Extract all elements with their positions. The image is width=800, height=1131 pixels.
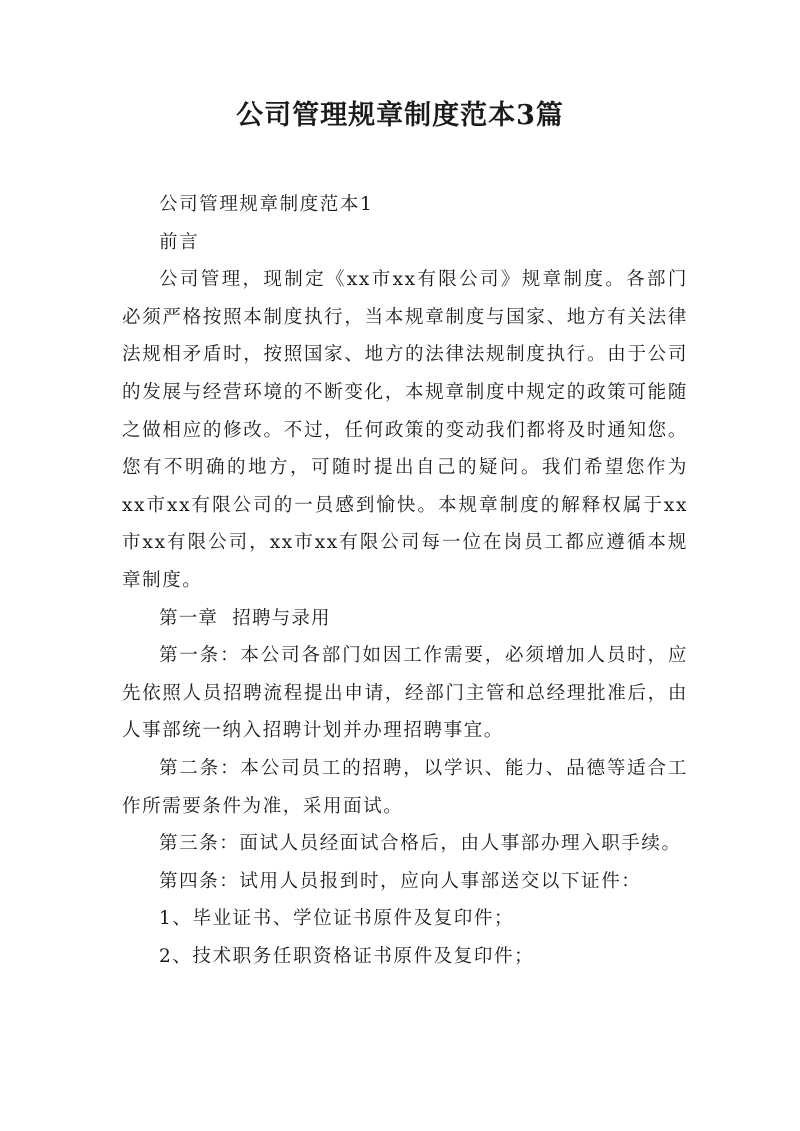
- subtitle: 公司管理规章制度范本1: [159, 194, 374, 215]
- list-item: 2、技术职务任职资格证书原件及复印件；: [159, 945, 535, 967]
- chapter-heading: 第一章 招聘与录用: [159, 607, 331, 629]
- article-paragraph: 第四条：试用人员报到时，应向人事部送交以下证件：: [159, 870, 642, 892]
- article-paragraph: 第一条：本公司各部门如因工作需要，必须增加人员时，应先依照人员招聘流程提出申请，经部门主管和总经理批准后，由人事部统一纳入招聘计划并办理招聘事宜。: [122, 645, 688, 742]
- list-item: 1、毕业证书、学位证书原件及复印件；: [159, 908, 515, 930]
- preface-heading: 前言: [159, 231, 200, 253]
- article-paragraph: 第三条：面试人员经面试合格后，由人事部办理入职手续。: [159, 833, 682, 855]
- article-paragraph: 第二条：本公司员工的招聘，以学识、能力、品德等适合工作所需要条件为准，采用面试。: [122, 757, 688, 817]
- document-body: [122, 186, 688, 975]
- document-title: 公司管理规章制度范本3篇: [236, 100, 564, 131]
- preface-paragraph: 公司管理，现制定《xx市xx有限公司》规章制度。各部门必须严格按照本制度执行，当本规章制度与国家、地方有关法律法规相矛盾时，按照国家、地方的法律法规制度执行。由于公司的发展与经营环境的不断变化，本规章制度中规定的政策可能随之做相应的修改。不过，任何政策的变动我们都将及时通知您。您有不明确的地方，可随时提出自己的疑问。我们希望您作为xx市xx有限公司的一员感到愉快。本规章制度的解释权属于xx市xx有限公司，xx市xx有限公司每一位在岗员工都应遵循本规章制度。: [122, 269, 688, 591]
